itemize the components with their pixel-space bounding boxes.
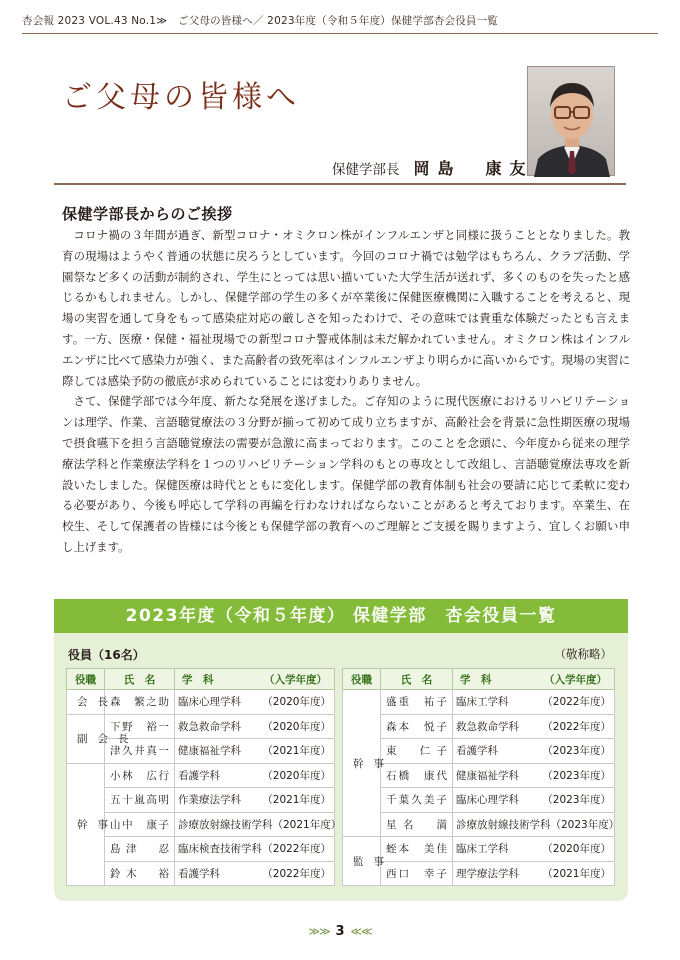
- officer-dept: 看護学科: [456, 745, 498, 758]
- officer-entry-year: （2022年度）: [262, 843, 331, 856]
- officer-role: 会長: [67, 690, 105, 715]
- signature-name: 岡島 康友: [413, 159, 534, 178]
- officer-dept-cell: [453, 812, 620, 837]
- column-header-dept-label: 学 科: [182, 673, 214, 686]
- officer-name: 津久井真一: [105, 739, 175, 764]
- column-header-dept: [175, 669, 335, 690]
- column-header-name: 氏 名: [381, 669, 453, 690]
- officer-dept-cell: [175, 788, 335, 813]
- signature-role: 保健学部長: [332, 162, 400, 178]
- table-row: [67, 763, 335, 788]
- table-row: [67, 861, 335, 886]
- officer-entry-year: （2022年度）: [262, 867, 331, 880]
- officer-dept: 救急救命学科: [456, 720, 519, 733]
- officer-dept-cell: [453, 861, 615, 886]
- officer-name: 島津 忍: [105, 837, 175, 862]
- officer-entry-year: （2023年度）: [542, 745, 611, 758]
- officer-dept-cell: [453, 714, 615, 739]
- table-row: [343, 788, 615, 813]
- officer-dept-cell: [175, 837, 335, 862]
- officer-entry-year: （2020年度）: [262, 769, 331, 782]
- section-heading: 保健学部長からのご挨拶: [62, 205, 233, 223]
- officer-dept-cell: [175, 763, 335, 788]
- column-header-dept-label: 学 科: [460, 673, 492, 686]
- officer-name: 森 繁之助: [105, 690, 175, 715]
- officer-entry-year: （2021年度）: [542, 867, 611, 880]
- officer-dept-cell: [175, 861, 335, 886]
- officer-dept: 看護学科: [178, 769, 220, 782]
- officer-name: 五十嵐高明: [105, 788, 175, 813]
- officer-dept-cell: [453, 837, 615, 862]
- officer-role: 幹事: [343, 690, 381, 837]
- footer-ornament-left: ≫≫: [308, 925, 330, 938]
- running-header: 杏会報 2023 VOL.43 No.1≫ ご父母の皆様へ／ 2023年度（令和５年度）保健学部杏会役員一覧: [22, 15, 499, 27]
- officer-name: 鈴木 裕: [105, 861, 175, 886]
- officer-dept: 臨床工学科: [456, 843, 509, 856]
- officer-dept: 診療放射線技術学科: [456, 818, 551, 831]
- table-header-row: [343, 669, 615, 690]
- officers-table-right: [342, 668, 620, 886]
- officer-dept-cell: [453, 739, 615, 764]
- column-header-role: 役職: [67, 669, 105, 690]
- greeting-signature: [332, 156, 534, 179]
- officers-table-left: [66, 668, 342, 886]
- officer-entry-year: （2020年度）: [262, 696, 331, 709]
- column-header-year-label: （入学年度）: [544, 673, 607, 686]
- officer-entry-year: （2021年度）: [262, 794, 331, 807]
- table-header-row: [67, 669, 335, 690]
- officer-dept-cell: [453, 788, 615, 813]
- table-row: [67, 788, 335, 813]
- column-header-name: 氏 名: [105, 669, 175, 690]
- table-row: [67, 690, 335, 715]
- officer-dept: 臨床心理学科: [456, 794, 519, 807]
- column-header-role: 役職: [343, 669, 381, 690]
- officer-role: 監事: [343, 837, 381, 886]
- officer-entry-year: （2022年度）: [542, 720, 611, 733]
- officers-table-left-body: [67, 690, 342, 886]
- officer-dept-cell: [453, 763, 615, 788]
- officer-entry-year: （2023年度）: [542, 794, 611, 807]
- officer-entry-year: （2022年度）: [542, 696, 611, 709]
- officers-banner: 2023年度（令和５年度） 保健学部 杏会役員一覧: [54, 599, 628, 633]
- officer-dept-cell: [453, 690, 615, 715]
- officer-dept-cell: [175, 690, 335, 715]
- table-row: [67, 837, 335, 862]
- column-header-year-label: （入学年度）: [264, 673, 327, 686]
- table-row: [67, 714, 335, 739]
- officers-count-label: 役員（16名）: [68, 648, 145, 662]
- officer-name: 西口 幸子: [381, 861, 453, 886]
- officer-entry-year: （2020年度）: [262, 720, 331, 733]
- greeting-paragraph: さて、保健学部では今年度、新たな発展を遂げました。ご存知のように現代医療におけるリハビリテーションは理学、作業、言語聴覚療法の３分野が揃って初めて成り立ちますが、高齢社会を背景に急性期医療の現場で摂食嚥下を担う言語聴覚療法の需要が急激に高まっております。このことを念頭に、今年度から従来の理学療法学科と作業療法学科を１つのリハビリテーション学科のもとの専攻として改組し、言語聴覚療法専攻を新設いたしました。保健医療は時代とともに変化します。保健学部の教育体制も社会の要請に応じて柔軟に変わる必要があり、今後も呼応して学科の再編を行わなければならないことがあると考えております。卒業生、在校生、そして保護者の皆様には今後とも保健学部の教育へのご理解とご支援を賜りますよう、宜しくお願い申し上げます。: [62, 394, 630, 554]
- officer-name: 盛重 祐子: [381, 690, 453, 715]
- officer-name: 千葉久美子: [381, 788, 453, 813]
- officer-entry-year: （2023年度）: [550, 818, 620, 831]
- officer-dept: 臨床心理学科: [178, 696, 241, 709]
- table-row: [343, 690, 615, 715]
- greeting-paragraph: コロナ禍の３年間が過ぎ、新型コロナ・オミクロン株がインフルエンザと同様に扱うこととなりました。教育の現場はようやく普通の状態に戻ろうとしています。今回のコロナ禍では勉学はもちろん、クラブ活動、学園祭など多くの活動が制約され、学生にとっては思い描いていた大学生活が送れず、多くのものを失ったと感じるかもしれません。しかし、保健学部の学生の多くが卒業後に保健医療機関に入職することを考えると、現場の実習を通して身をもって感染症対応の厳しさを知ったわけで、その意味では貴重な体験だったとも言えます。一方、医療・保健・福祉現場での新型コロナ警戒体制は未だ解かれていません。オミクロン株はインフルエンザに比べて感染力が強く、また高齢者の致死率はインフルエンザより明らかに高いからです。現場の実習に際しては感染予防の徹底が求められていることには変わりありません。: [62, 228, 630, 388]
- officer-entry-year: （2021年度）: [272, 818, 342, 831]
- officer-dept: 救急救命学科: [178, 720, 241, 733]
- dean-portrait: [527, 66, 615, 176]
- table-row: [343, 812, 615, 837]
- officer-dept: 診療放射線技術学科: [178, 818, 273, 831]
- officer-dept-cell: [175, 714, 335, 739]
- officer-name: 山中 康子: [105, 812, 175, 837]
- table-row: [343, 714, 615, 739]
- officer-entry-year: （2020年度）: [542, 843, 611, 856]
- officer-dept: 臨床検査技術学科: [178, 843, 262, 856]
- table-row: [343, 837, 615, 862]
- officer-dept: 臨床工学科: [456, 696, 509, 709]
- officer-dept: 作業療法学科: [178, 794, 241, 807]
- officer-dept: 理学療法学科: [456, 867, 519, 880]
- greeting-header-rule: [54, 183, 626, 185]
- officer-role: 副会長: [67, 714, 105, 763]
- officer-name: 蛭本 美佳: [381, 837, 453, 862]
- officer-dept-cell: [175, 812, 342, 837]
- footer-ornament-right: ≪≪: [350, 925, 372, 938]
- officer-dept: 看護学科: [178, 867, 220, 880]
- officer-role: 幹事: [67, 763, 105, 886]
- honorifics-note: （敬称略）: [554, 647, 612, 661]
- running-header-rule: [22, 33, 658, 34]
- officer-dept: 健康福祉学科: [456, 769, 519, 782]
- officer-name: 石橋 康代: [381, 763, 453, 788]
- officer-entry-year: （2023年度）: [542, 769, 611, 782]
- officers-table-right-body: [343, 690, 620, 886]
- page-footer: [0, 924, 680, 939]
- officer-name: 小林 広行: [105, 763, 175, 788]
- officer-name: 森本 悦子: [381, 714, 453, 739]
- page-number: 3: [335, 924, 345, 939]
- greeting-body: [62, 225, 630, 558]
- officer-name: 星名 満: [381, 812, 453, 837]
- officer-dept-cell: [175, 739, 335, 764]
- officer-name: 東 仁子: [381, 739, 453, 764]
- officer-name: 下野 裕一: [105, 714, 175, 739]
- officer-entry-year: （2021年度）: [262, 745, 331, 758]
- officer-dept: 健康福祉学科: [178, 745, 241, 758]
- column-header-dept: [453, 669, 615, 690]
- portrait-figure: [528, 67, 616, 177]
- greeting-title: ご父母の皆様へ: [62, 80, 300, 115]
